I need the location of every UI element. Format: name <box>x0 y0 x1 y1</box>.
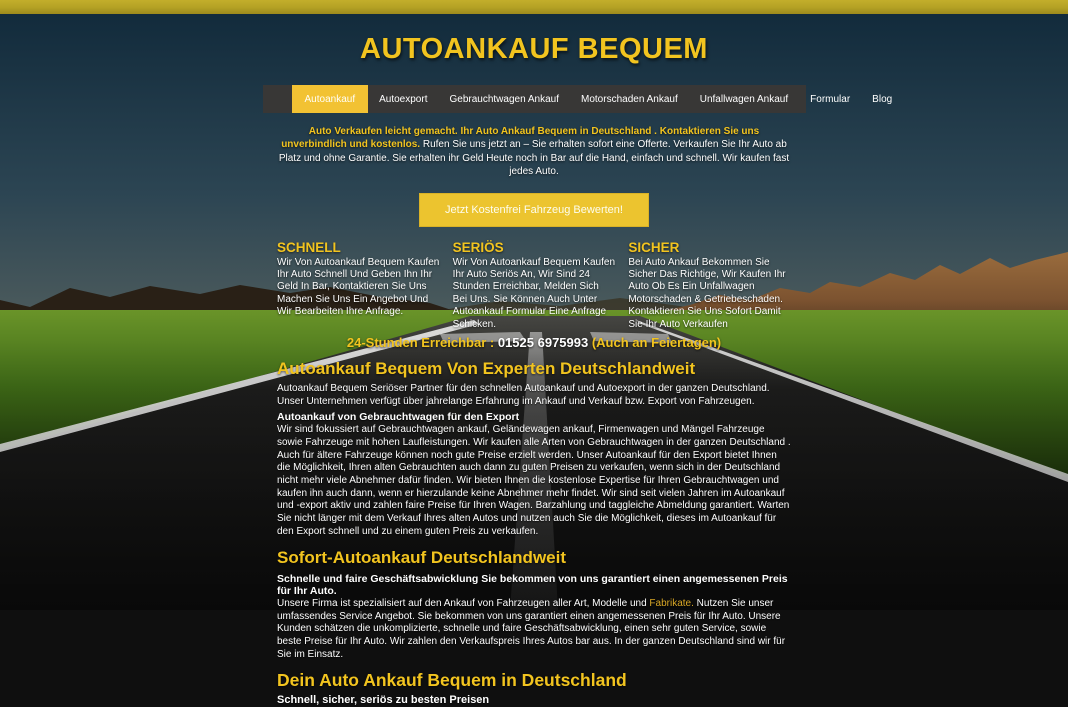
site-header <box>0 14 1068 85</box>
section-sofort-body-before: Unsere Firma ist spezialisiert auf den Ankauf von Fahrzeugen aller Art, Modelle und <box>277 597 650 609</box>
section-sofort-body <box>277 598 791 662</box>
section-dein-heading: Dein Auto Ankauf Bequem in Deutschland <box>277 670 627 691</box>
nav-item-blog[interactable]: Blog <box>872 93 893 105</box>
feature-serioes <box>453 240 616 331</box>
evaluate-vehicle-button[interactable]: Jetzt Kostenfrei Fahrzeug Bewerten! <box>419 193 649 227</box>
nav-item-autoexport[interactable]: Autoexport <box>379 93 428 105</box>
section-sofort-heading: Sofort-Autoankauf Deutschlandweit <box>277 547 567 567</box>
section-experten-subheading: Autoankauf von Gebrauchtwagen für den Export <box>277 411 520 424</box>
page-title: AUTOANKAUF BEQUEM <box>360 33 708 65</box>
hero-lead-rest: Rufen Sie uns jetzt an – Sie erhalten sofort eine Offerte. Verkaufen Sie Ihr Auto ab Platz und ohne Garantie. Sie erhalten ihr Geld Heute noch in Bar auf die Hand, einfach und schnell. Wir kaufen fast jedes Auto. <box>278 139 790 178</box>
section-experten-intro: Autoankauf Bequem Seriöser Partner für den schnellen Autoankauf und Autoexport in der ganzen Deutschland. Unser Unternehmen verfügt über jahrelange Erfahrung im Ankauf und Verkauf bzw. Export von Fahrzeugen. <box>277 383 770 407</box>
nav-item-autoankauf[interactable]: Autoankauf <box>292 85 369 113</box>
nav-item-unfallwagen-ankauf[interactable]: Unfallwagen Ankauf <box>699 93 789 105</box>
cta-row <box>277 193 791 227</box>
nav-item-formular[interactable]: Formular <box>810 93 851 105</box>
feature-sicher <box>628 240 791 331</box>
feature-serioes-title: SERIÖS <box>452 239 504 255</box>
feature-sicher-title: SICHER <box>628 239 680 255</box>
section-dein-lead: Schnell, sicher, seriös zu besten Preisen <box>277 694 490 707</box>
section-sofort-lead: Schnelle und faire Geschäftsabwicklung Sie bekommen von uns garantiert einen angemessenen Preis für Ihr Auto. <box>277 572 788 598</box>
hotline-note: (Auch an Feiertagen) <box>591 335 722 351</box>
feature-schnell-text: Wir Von Autoankauf Bequem Kaufen Ihr Auto Schnell Und Geben Ihn Ihr Geld In Bar, Kontaktieren Sie Uns Machen Sie Uns Ein Angebot Und Wir Bearbeiten Ihre Anfrage. <box>277 256 440 318</box>
hotline-row <box>277 335 791 350</box>
main-nav <box>263 85 893 113</box>
section-experten-body: Wir sind fokussiert auf Gebrauchtwagen ankauf, Geländewagen ankauf, Firmenwagen und Mängel Fahrzeuge sowie Fahrzeuge mit hohen Laufleistungen. Wir kaufen alle Arten von Gebrauchtwagen in der ganzen Deutschland . Auch für ältere Fahrzeuge können noch gute Preise erzielt werden. Unser Autoankauf für den Export bietet Ihnen die Möglichkeit, Ihren alten Gebrauchten auch dann zu guten Preisen zu verkaufen, wenn sich in der Deutschland nicht mehr viele Abnehmer dafür finden. Wir bieten Ihnen die kostenlose Expertise für Ihren Gebrauchtwagen und kaufen ihn auch dann, wenn er hierzulande keine Abnehmer mehr findet. Wir sind seit vielen Jahren im Autoankauf und -export aktiv und zahlen faire Preise für Ihren Wagen. Barzahlung und taggleiche Abmeldung garantiert. Warten Sie nicht länger mit dem Verkauf Ihres alten Autos und nutzen auch Sie die Möglichkeit, dieses im Autoankauf für den Export schnell und zu einem guten Preis zu verkaufen. <box>277 424 791 537</box>
fabrikate-link[interactable]: Fabrikate. <box>649 597 694 609</box>
nav-item-motorschaden-ankauf[interactable]: Motorschaden Ankauf <box>581 93 678 105</box>
feature-columns <box>277 240 791 331</box>
feature-schnell-title: SCHNELL <box>277 239 341 255</box>
nav-item-gebrauchtwagen-ankauf[interactable]: Gebrauchtwagen Ankauf <box>449 93 560 105</box>
hotline-phone-number: 01525 6975993 <box>494 335 592 351</box>
section-sofort-body-after: Nutzen Sie unser umfassendes Service Angebot. Sie bekommen von uns garantiert einen angemessenen Preis für Ihr Auto. Unsere Kunden schätzen die unkomplizierte, schnelle und faire Geschäftsabwicklung, einen sehr guten Service, sowie beste Preise für Ihr Auto. Wir zahlen den Verkaufspreis Ihres Autos bar aus. In der ganzen Deutschland sind wir für Sie im Einsatz. <box>277 597 786 660</box>
hero-lead-highlight: Auto Verkaufen leicht gemacht. Ihr Auto Ankauf Bequem in Deutschland . Kontaktieren Sie uns unverbindlich und kostenlos. <box>281 126 760 151</box>
main-content <box>277 125 791 707</box>
feature-schnell <box>277 240 440 331</box>
hero-lead <box>277 125 791 179</box>
feature-serioes-text: Wir Von Autoankauf Bequem Kaufen Ihr Auto Seriös An, Wir Sind 24 Stunden Erreichbar, Melden Sich Bei Uns. Sie Können Auch Unter Autoankauf Formular Eine Anfrage Schicken. <box>452 256 616 330</box>
hotline-label: 24-Stunden Erreichbar : <box>346 335 495 351</box>
feature-sicher-text: Bei Auto Ankauf Bekommen Sie Sicher Das Richtige, Wir Kaufen Ihr Auto Ob Es Ein Unfallwagen Motorschaden & Getriebeschaden. Kontaktieren Sie Uns Sofort Damit Sie Ihr Auto Verkaufen <box>628 256 786 330</box>
top-accent-bar <box>0 0 1068 14</box>
section-experten-heading: Autoankauf Bequem Von Experten Deutschlandweit <box>277 359 696 379</box>
